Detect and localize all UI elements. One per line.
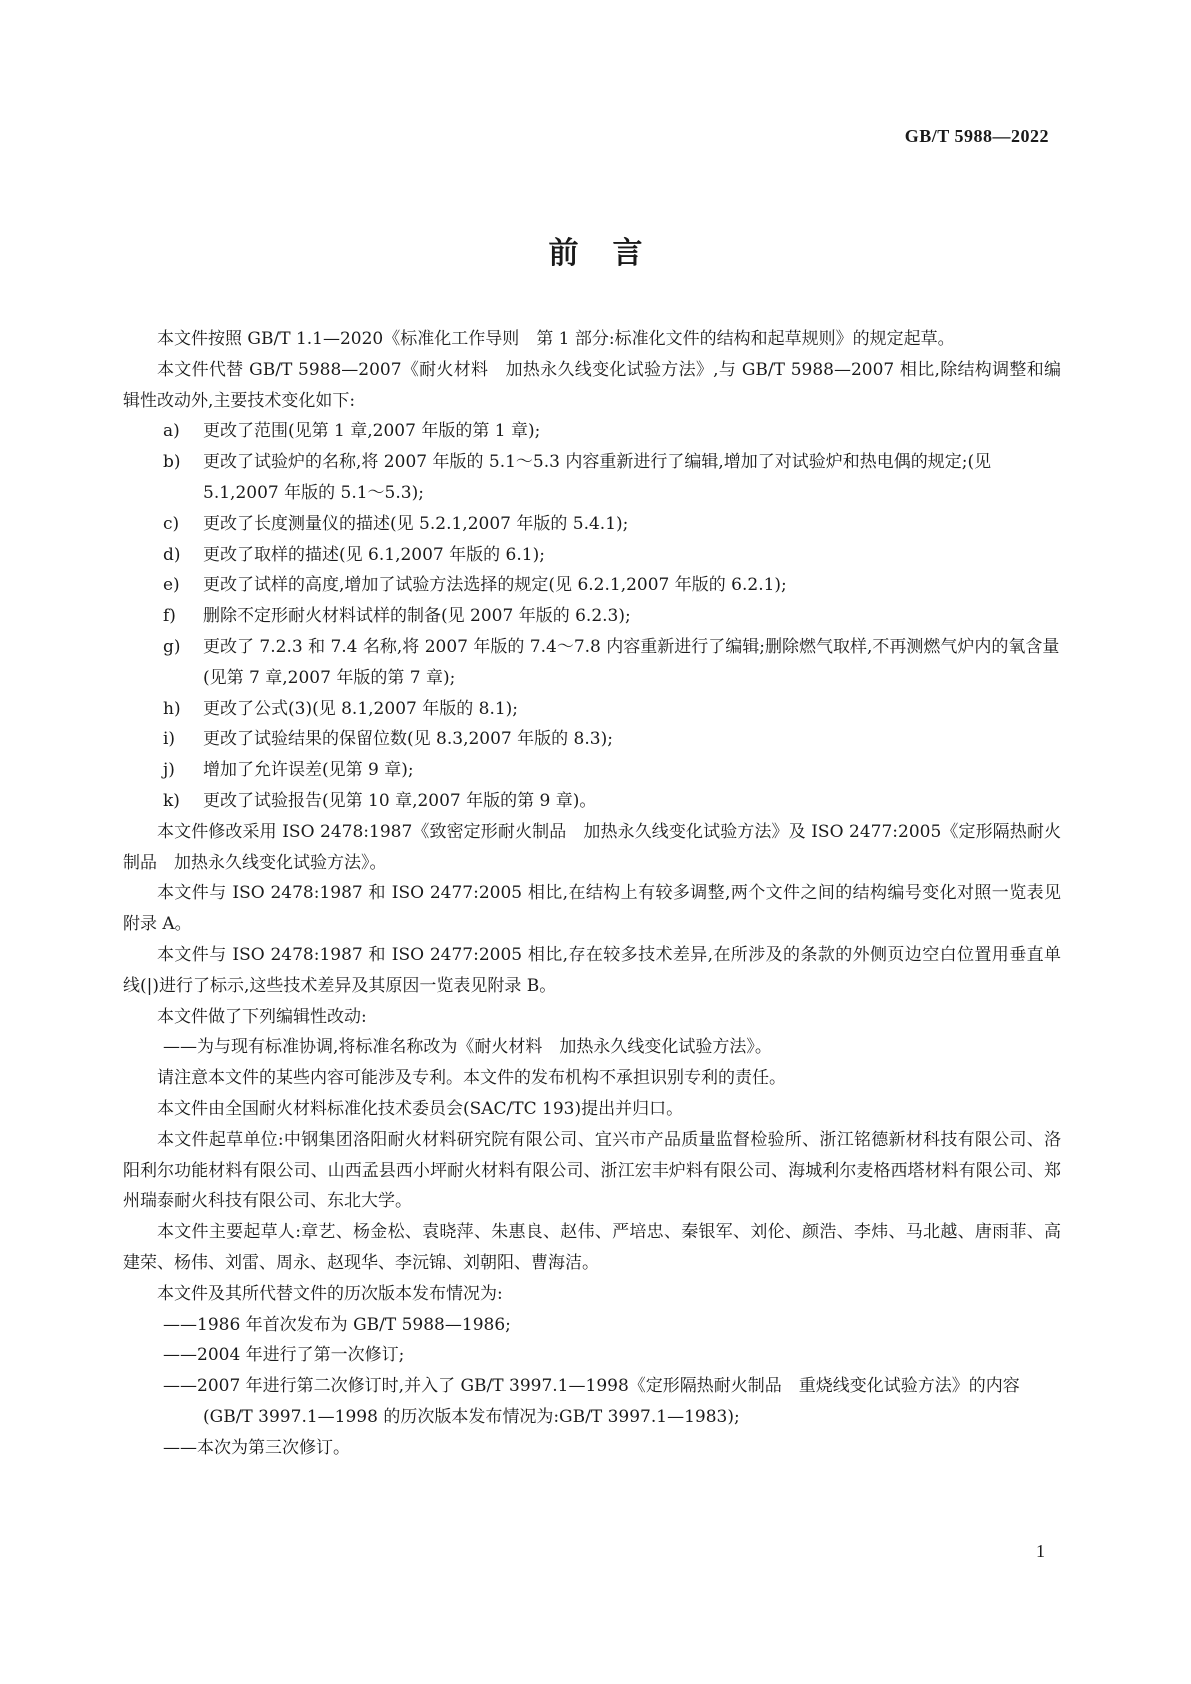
list-item-text: 更改了试验炉的名称,将 2007 年版的 5.1～5.3 内容重新进行了编辑,增加了对试验炉和热电偶的规定;(见 5.1,2007 年版的 5.1～5.3); — [203, 452, 992, 503]
dash-marker: —— — [163, 1376, 197, 1397]
paragraph-patent-notice: 请注意本文件的某些内容可能涉及专利。本文件的发布机构不承担识别专利的责任。 — [157, 1068, 786, 1089]
list-item — [123, 509, 1061, 540]
history-list — [123, 1310, 1061, 1464]
paragraph-replacement: 本文件代替 GB/T 5988—2007《耐火材料 加热永久线变化试验方法》,与 GB/T 5988—2007 相比,除结构调整和编辑性改动外,主要技术变化如下: — [123, 359, 1061, 411]
list-item — [123, 1433, 1061, 1464]
list-item-text: 更改了试验报告(见第 10 章,2007 年版的第 9 章)。 — [203, 790, 597, 811]
paragraph-drafting-rules: 本文件按照 GB/T 1.1—2020《标准化工作导则 第 1 部分:标准化文件的结构和起草规则》的规定起草。 — [157, 329, 955, 349]
paragraph-technical-diff: 本文件与 ISO 2478:1987 和 ISO 2477:2005 相比,存在较多技术差异,在所涉及的条款的外侧页边空白位置用垂直单线(|)进行了标示,这些技术差异及其原因一览表见附录 B。 — [123, 944, 1061, 996]
list-item-label: a) — [163, 421, 180, 442]
list-item — [123, 755, 1061, 786]
list-item — [123, 724, 1061, 755]
list-item-text: 更改了试验结果的保留位数(见 8.3,2007 年版的 8.3); — [203, 729, 613, 750]
list-item-label: f) — [163, 606, 176, 627]
list-item-label: g) — [163, 636, 181, 657]
list-item-label: c) — [163, 513, 180, 534]
list-item — [123, 632, 1061, 694]
list-item — [123, 540, 1061, 571]
list-item-label: j) — [163, 760, 175, 781]
list-item-label: h) — [163, 698, 181, 719]
paragraph-editorial-changes: 本文件做了下列编辑性改动: — [157, 1006, 367, 1027]
list-item — [123, 786, 1061, 817]
list-item-text: 本次为第三次修订。 — [197, 1437, 350, 1458]
list-item-text: 更改了长度测量仪的描述(见 5.2.1,2007 年版的 5.4.1); — [203, 513, 629, 534]
paragraph-drafting-units: 本文件起草单位:中钢集团洛阳耐火材料研究院有限公司、宜兴市产品质量监督检验所、浙江铭德新材科技有限公司、洛阳利尔功能材料有限公司、山西孟县西小坪耐火材料有限公司、浙江宏丰炉料有限公司、海城利尔麦格西塔材料有限公司、郑州瑞泰耐火科技有限公司、东北大学。 — [123, 1129, 1061, 1212]
changes-list — [123, 416, 1061, 816]
list-item-label: e) — [163, 575, 180, 596]
list-item-text: 更改了 7.2.3 和 7.4 名称,将 2007 年版的 7.4～7.8 内容重新进行了编辑;删除燃气取样,不再测燃气炉内的氧含量(见第 7 章,2007 年版的第 7 章); — [203, 636, 1060, 688]
list-item-text: 更改了试样的高度,增加了试验方法选择的规定(见 6.2.1,2007 年版的 6.2.1); — [203, 575, 787, 596]
standard-number: GB/T 5988—2022 — [904, 126, 1049, 146]
list-item-text: 更改了范围(见第 1 章,2007 年版的第 1 章); — [203, 421, 541, 442]
list-item — [123, 1032, 1061, 1063]
list-item — [123, 601, 1061, 632]
list-item — [123, 1310, 1061, 1341]
dash-marker: —— — [163, 1037, 197, 1058]
list-item-text: 删除不定形耐火材料试样的制备(见 2007 年版的 6.2.3); — [203, 606, 631, 627]
list-item-text: 更改了公式(3)(见 8.1,2007 年版的 8.1); — [203, 698, 519, 719]
list-item — [123, 694, 1061, 725]
list-item — [123, 1371, 1061, 1433]
list-item — [123, 1340, 1061, 1371]
dash-marker: —— — [163, 1345, 197, 1366]
list-item — [123, 416, 1061, 447]
page-title: 前言 — [548, 236, 677, 271]
page-number: 1 — [1036, 1541, 1045, 1561]
list-item-text: 更改了取样的描述(见 6.1,2007 年版的 6.1); — [203, 544, 545, 565]
paragraph-history-intro: 本文件及其所代替文件的历次版本发布情况为: — [157, 1283, 503, 1304]
dash-marker: —— — [163, 1314, 197, 1335]
paragraph-structure-diff: 本文件与 ISO 2478:1987 和 ISO 2477:2005 相比,在结构上有较多调整,两个文件之间的结构编号变化对照一览表见附录 A。 — [123, 883, 1061, 935]
list-item — [123, 570, 1061, 601]
list-item-text: 2004 年进行了第一次修订; — [197, 1345, 405, 1366]
paragraph-drafters: 本文件主要起草人:章艺、杨金松、袁晓萍、朱惠良、赵伟、严培忠、秦银军、刘伦、颜浩、李炜、马北越、唐雨菲、高建荣、杨伟、刘雷、周永、赵现华、李沅锦、刘朝阳、曹海洁。 — [123, 1222, 1061, 1273]
list-item-label: i) — [163, 729, 176, 750]
foreword-body — [123, 324, 1061, 1463]
list-item-label: k) — [163, 790, 180, 811]
paragraph-committee: 本文件由全国耐火材料标准化技术委员会(SAC/TC 193)提出并归口。 — [157, 1098, 684, 1119]
list-item — [123, 447, 1061, 509]
list-item-text: 2007 年进行第二次修订时,并入了 GB/T 3997.1—1998《定形隔热耐火制品 重烧线变化试验方法》的内容(GB/T 3997.1—1998 的历次版本发布情况为:GB/T 3997.1—1983); — [197, 1376, 1020, 1427]
list-item-text: 增加了允许误差(见第 9 章); — [203, 760, 414, 781]
list-item-text: 1986 年首次发布为 GB/T 5988—1986; — [197, 1314, 511, 1335]
list-item-text: 为与现有标准协调,将标准名称改为《耐火材料 加热永久线变化试验方法》。 — [197, 1037, 772, 1058]
list-item-label: b) — [163, 452, 181, 473]
paragraph-iso-adoption: 本文件修改采用 ISO 2478:1987《致密定形耐火制品 加热永久线变化试验方法》及 ISO 2477:2005《定形隔热耐火制品 加热永久线变化试验方法》。 — [123, 821, 1061, 873]
list-item-label: d) — [163, 544, 181, 565]
dash-marker: —— — [163, 1437, 197, 1458]
